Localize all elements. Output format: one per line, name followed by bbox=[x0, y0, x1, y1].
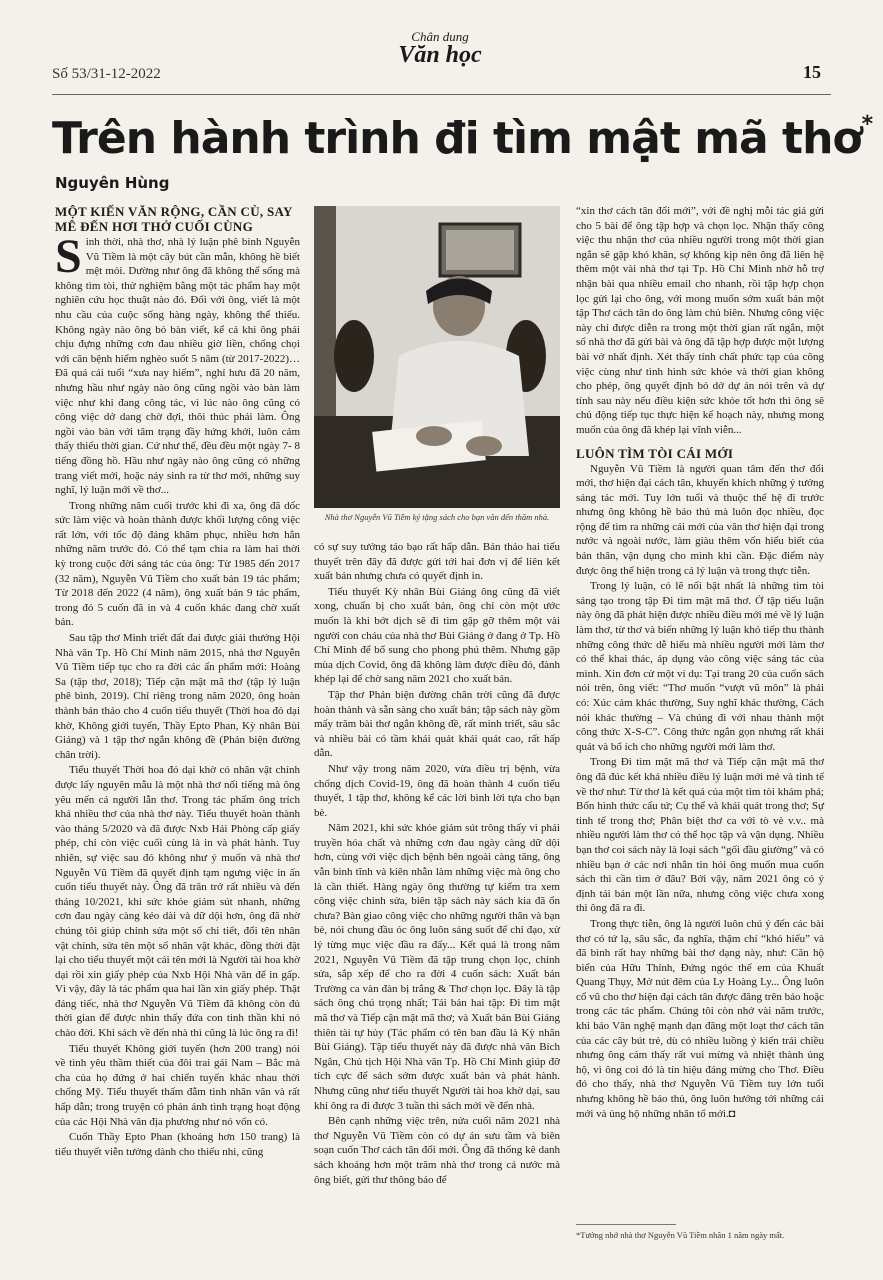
title-text: Trên hành trình đi tìm mật mã thơ bbox=[52, 113, 862, 164]
page-number: 15 bbox=[803, 62, 821, 82]
article-author: Nguyên Hùng bbox=[55, 174, 170, 192]
footnote-rule bbox=[576, 1224, 676, 1225]
paragraph-text: Trong thực tiễn, ông là người luôn chú ý đến các bài thơ có tứ lạ, sâu sắc, đa nghĩa, thậm chí “khó hiểu” và đã bình rất hay những bài thơ dạng này, như: Căn hộ biển của Hữu Thỉnh, Đứng ngóc thế em của Khuất Quang Thụy, Mở nút đêm của Ly Hoàng Ly... Ông luôn cổ vũ cho thơ hiện đại cách tân được đăng trên báo hoặc trong các tác phẩm. Chúng tôi còn nhớ vài năm trước, khi báo Văn nghệ mạnh dạn đăng một loạt thơ cách tân của các cây bút trẻ, dù có nhiều luồng ý kiến trái chiều nhưng ông cảm thấy rất vui mừng và nhiệt thành ủng hộ, vì ông coi đó là tín hiệu đáng mừng cho Thơ. Điều đó cho thấy, nhà thơ Nguyễn Vũ Tiềm tuy lớn tuổi nhưng không hề bảo thủ, ông luôn hướng tới những cái mới và ủng hộ những nhân tố mới. bbox=[576, 917, 824, 1120]
paragraph: có sự suy tưởng táo bạo rất hấp dẫn. Bản thảo hai tiểu thuyết trên đây đã được gửi tới hai đơn vị để liên kết xuất bản nhưng chưa có quyết định in. bbox=[314, 541, 560, 583]
title-footnote-mark: * bbox=[861, 112, 873, 137]
footnote: *Tưởng nhớ nhà thơ Nguyễn Vũ Tiềm nhân 1 năm ngày mất. bbox=[576, 1230, 785, 1240]
masthead bbox=[390, 30, 490, 67]
paragraph: Tiểu thuyết Thời hoa đỏ dại khờ có nhân vật chính được lấy nguyên mẫu là một nhà thơ nổi tiếng mà ông yêu mến cả người lẫn thơ. Trong tác phẩm ông trích khá nhiều thơ của nhà thơ này. Tiểu thuyết hoàn thành vào tháng 5/2020 và đã được Nxb Hải Phòng cấp giấy phép, chỉ còn việc cuối cùng là in và phát hành. Tuy nhiên, sự việc sau đó không như ý muốn và nhà thơ Nguyễn Vũ Tiềm đã quyết định tạm ngưng việc in ấn cuốn tiểu thuyết này. Ông đã trăn trở rất nhiều và đến tháng 10/2021, khi sức khỏe giảm sút nhanh, những cơn đau ngày càng kéo dài và dữ dội hơn, ông đã nhờ chúng tôi giúp chỉnh sửa một số chi tiết, đổi tên nhân vật chính, sửa tên một số nhân vật khác, đồng thời đặt lại cho tiểu thuyết một cái tên mới là Người tài hoa khờ dại rồi xin giấy phép của Nxb Hội Nhà văn để in gấp. Vì vậy, đây là tác phẩm qua hai lần xin giấy phép. Thật đáng tiếc, nhà thơ Nguyễn Vũ Tiềm đã không còn đủ thời gian để được nhìn thấy đứa con tinh thần khi nó chào đời. Khi sách về đến nhà thì cũng là lúc ông ra đi! bbox=[55, 764, 300, 1040]
paragraph: Năm 2021, khi sức khỏe giảm sút trông thấy vì phải truyền hóa chất và những cơn đau ngày càng dữ dội hơn, cùng với việc dịch bệnh bên ngoài càng tăng, ông vẫn bình tĩnh và kiên nhẫn làm những việc mà ông cho là cần thiết. Hàng ngày ông thường tự kiểm tra xem công việc chỉnh sửa, biên tập sách này sách kia đã ổn chưa? Bàn giao công việc cho những người thân và bạn bè, nói chung đầu óc ông luôn sáng suốt để chỉ đạo, xử lý từng mục việc đầu ra đấy... Kết quả là trong năm 2021, Nguyễn Vũ Tiềm đã tập trung chọn lọc, chỉnh sửa, sắp xếp để cho ra đời 4 cuốn sách: Xuất bản Trường ca vàn đàn bị trắng & Thơ chọn lọc. Đây là tập sách ông chú trọng nhất; Tái bản hai tập: Đi tìm mật mã thơ và Tiếp cận mật mã thơ; và Xuất bản Bùi Giáng thiên tài tự hủy (Tác phẩm có tên ban đầu là Kỳ nhân Bùi Giáng). Tập tiểu thuyết này đã được nhà văn Bích Ngân, Chủ tịch Hội Nhà văn Tp. Hồ Chí Minh giúp đỡ tích cực để sách sớm được xuất bản và phát hành. Nhưng cũng như tiểu thuyết Người tài hoa khờ dại, sau khi ông ra đi được 3 tuần thì sách mới về đến nhà. bbox=[314, 822, 560, 1112]
masthead-big: Văn học bbox=[398, 42, 482, 68]
end-mark: ◘ bbox=[728, 1107, 736, 1120]
column-3 bbox=[576, 204, 824, 1122]
page-header bbox=[0, 0, 883, 100]
masthead-small: Chân dung bbox=[411, 29, 469, 44]
photo-illustration bbox=[314, 206, 560, 508]
paragraph: Tiểu thuyết Không giới tuyến (hơn 200 trang) nói về tình yêu thầm thiết của đôi trai gái Nam – Bắc mà cha của họ đứng ở hai chiến tuyến khác nhau thời chống Mỹ. Tiểu thuyết thấm đẫm tình nhân văn và rất hấp dẫn; trong truyện có phản ánh tình trạng hoạt động của các Hội Nhà văn địa phương như nó vốn có. bbox=[55, 1042, 300, 1128]
issue-number: Số 53/31-12-2022 bbox=[52, 66, 161, 82]
paragraph: Trong lý luận, có lẽ nổi bật nhất là những tìm tòi sáng tạo trong tập Đi tìm mật mã thơ. Ở tập tiểu luận này ông đã phát hiện được nhiều điều mới mẻ về lý luận làm thơ, từ thơ và biến những lý luận khó tiếp thu thành những công thức dễ hiểu mà nhiều người mới làm thơ có thể khai thác, áp dụng vào công việc sáng tác của mình. Xin đơn cử một ví dụ: Tại trang 20 của cuốn sách nói trên, ông viết: “Thơ muốn “vượt vũ môn” là phải có: Xúc cảm khác thường, Suy nghĩ khác thường, Cách nói khác thường – Và chúng đi với nhau thành một công thức X-S-C”. Công thức ngắn gọn nhưng rất khái quát và bổ ích cho những người mới làm thơ. bbox=[576, 580, 824, 753]
paragraph: Tập thơ Phản biện đường chân trời cũng đã được hoàn thành và sẵn sàng cho xuất bản; tập sách này gồm mấy trăm bài thơ ngắn không đề, rất minh triết, sâu sắc và nhiều bài có tầm khái quát khái quát cao, rất hấp dẫn. bbox=[314, 688, 560, 760]
photo-caption: Nhà thơ Nguyễn Vũ Tiềm ký tặng sách cho bạn văn đến thăm nhà. bbox=[324, 512, 550, 522]
header-rule bbox=[52, 94, 831, 95]
paragraph: Cuốn Thầy Epto Phan (khoảng hơn 150 trang) là tiểu thuyết viễn tưởng dành cho thiếu nhi, cũng bbox=[55, 1131, 300, 1158]
paragraph: Như vậy trong năm 2020, vừa điều trị bệnh, vừa chống dịch Covid-19, ông đã hoàn thành 4 cuốn tiểu thuyết, 1 tập thơ, không kể các lời bình lời tựa cho bạn bè. bbox=[314, 762, 560, 819]
author-photo bbox=[314, 206, 560, 508]
paragraph: Sau tập thơ Minh triết đất đai được giải thưởng Hội Nhà văn Tp. Hồ Chí Minh năm 2015, nhà thơ Nguyễn Vũ Tiềm tiếp tục cho ra đời các ấn phẩm mới: Hoàng Sa (tập thơ, 2018); Tiếp cận mật mã thơ (tập lý luận phê bình, 2019). Chỉ riêng trong năm 2020, ông hoàn thành bản thảo cho 4 cuốn tiểu thuyết (Thời hoa đỏ dại khờ, Không giới tuyến, Thầy Epto Phan, Kỳ nhân Bùi Giáng) và 1 tập thơ ngắn không đề (Phản biện đường chân trời). bbox=[55, 632, 300, 761]
paragraph: Bên cạnh những việc trên, nửa cuối năm 2021 nhà thơ Nguyễn Vũ Tiềm còn có dự án sưu tầm và biên soạn cuốn Thơ cách tân đổi mới. Ông đã thống kê danh sách khoảng hơn một trăm nhà thơ trong cả nước mà ông biết, gửi thư thông báo để bbox=[314, 1115, 560, 1186]
paragraph: Trong những năm cuối trước khi đi xa, ông đã dốc sức làm việc và hoàn thành được khối lượng công việc rất lớn, với tốc độ đáng khâm phục, nhiều hơn hẳn những năm trước đó. Có thể tạm chia ra làm hai thời kỳ trong cuộc đời sáng tác của ông: Từ 1985 đến 2017 (32 năm), Nguyễn Vũ Tiềm cho xuất bản 19 tác phẩm; Từ 2018 đến 2022 (4 năm), ông xuất bản 9 tác phẩm, trong đó 5 cuốn đã in và 4 cuốn khác đang chờ xuất bản. bbox=[55, 499, 300, 629]
article-title bbox=[52, 112, 872, 164]
section-heading-1: MỘT KIẾN VĂN RỘNG, CẦN CÙ, SAY MÊ ĐẾN HƠI THỞ CUỐI CÙNG bbox=[55, 204, 293, 234]
column-2 bbox=[314, 540, 560, 1188]
paragraph-text: inh thời, nhà thơ, nhà lý luận phê bình Nguyễn Vũ Tiềm là một cây bút cần mẫn, không hề biết mệt mỏi. Dường như ông đã không thể sống mà không tìm tòi, thử nghiệm bằng một tác phẩm hay một nghiên cứu học thuật nào đó. Đối với ông, viết là một nhu cầu của cuộc sống hàng ngày, không thể thiếu. Không ngày nào ông bỏ bàn viết, kể cả khi ông phải chịu đựng những cơn đau nhiều giờ liền, chống chọi với căn bệnh hiểm nghèo suốt 5 năm (từ 2017-2022)… Đã quá cái tuổi “xưa nay hiếm”, nghỉ hưu đã 20 năm, nhưng hầu như ngày nào ông cũng ngồi vào bàn làm việc như khi đang công tác, vì lúc nào ông cũng có công việc dở dang chờ đợi, thôi thúc phải làm. Ông ngồi vào bàn với tâm trạng đầy hứng khởi, luôn cảm thấy thiếu thời gian. Cứ như thế, đều đều một ngày 7- 8 tiếng đồng hồ. Hầu như ngày nào ông cũng có những trang viết mới, hoặc nảy sinh ra từ thơ mới, những suy nghĩ, lý luận mới về thơ... bbox=[55, 236, 300, 497]
paragraph: “xin thơ cách tân đổi mới”, với đề nghị mỗi tác giả gửi cho 5 bài để ông tập hợp và chọn lọc. Nhận thấy công việc thu nhận thơ của nhiều người trong một thời gian ngắn sẽ gặp khó khăn, sợ không kịp nên ông đã liên hệ thêm một vài nhà thơ tại Tp. Hồ Chí Minh nhờ hỗ trợ nhận bài qua nhiều email cho nhanh, rồi tập hợp chọn lọc gửi lại cho ông, với mong muốn sớm xuất bản một tập Thơ cách tân do ông làm chủ biên. Nhưng công việc này chỉ được diễn ra trong một thời gian rất ngắn, một số nhà thơ đã gửi bài và ông đã tập hợp được một lượng bài vở nhất định. Xét thấy tính chất phức tạp của công việc cùng như tình hình sức khỏe và thời gian không cho phép, ông quyết định bỏ dở dự án nói trên và dự tính sau này nếu điều kiện sức khỏe tốt hơn thì ông sẽ chủ động tiếp tục thực hiện kế hoạch này, nhưng mong muốn của ông đã khép lại vĩnh viễn... bbox=[576, 205, 824, 436]
column-1 bbox=[55, 204, 300, 1160]
paragraph: Nguyễn Vũ Tiềm là người quan tâm đến thơ đổi mới, thơ hiện đại cách tân, khuyến khích những ý tưởng sáng tác mới. Tuy lớn tuổi và thuộc thế hệ đi trước nhưng ông không hề bảo thủ mà luôn đọc nhiều, đọc rộng để tìm ra những cái mới của văn thơ hiện đại trong nước và ngoài nước, làm giàu thêm vốn hiểu biết của bản thân, vận dụng cho mình khi cần. Đặc điểm này được ông thể hiện trong cả lý luận và trong thực tiễn. bbox=[576, 462, 824, 577]
paragraph bbox=[55, 230, 300, 498]
paragraph: Trong Đi tìm mật mã thơ và Tiếp cận mật mã thơ ông đã đúc kết khá nhiều điều lý luận mới mẻ và tinh tế về thơ như: Từ thơ là kết quả của một tìm tòi khám phá; Bốn hình thức cấu tứ; Cụ thể và khái quát trong thơ; Sự tinh tế trong thơ; Phân biệt thơ ca với tò vè v.v.. mà nhiều người làm thơ có thể học tập và vận dụng. Nhiều bạn thơ coi sách này là loại sách “gối đầu giường” và có nhiều bạn ở các nơi nhắn tin hỏi ông muốn mua cuốn sách thì cần tìm ở đâu? Bởi vậy, năm 2021 ông có ý định tái bản một lần nữa, nhưng công việc chưa xong thì ông đã ra đi. bbox=[576, 756, 824, 915]
paragraph bbox=[576, 917, 824, 1121]
section-heading-2: LUÔN TÌM TÒI CÁI MỚI bbox=[576, 445, 734, 461]
paragraph: Tiểu thuyết Kỳ nhân Bùi Giáng ông cũng đã viết xong, chuẩn bị cho xuất bản, ông chỉ còn một ước muốn là khi bớt dịch sẽ đi tìm gặp gỡ thêm một vài người con cháu của nhà thơ Bùi Giáng ở đang ở Tp. Hồ Chí Minh để bổ sung cho phong phú thêm. Nhưng gặp mùa dịch Covid, ông đã không làm được điều đó, đành khép lại để chờ sang năm 2021 cho xuất bản. bbox=[314, 585, 560, 686]
drop-cap: S bbox=[55, 230, 82, 283]
